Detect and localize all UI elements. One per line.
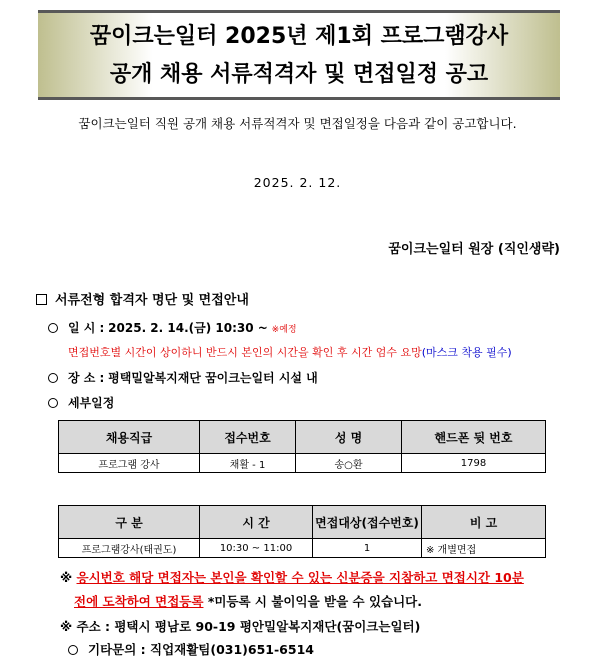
note-1-line-2 bbox=[74, 592, 422, 610]
table-header: 면접대상(접수번호) bbox=[313, 506, 422, 539]
datetime-row bbox=[48, 319, 297, 336]
table-cell: 프로그램 강사 bbox=[59, 454, 200, 473]
section-title-text: 서류전형 합격자 명단 및 면접안내 bbox=[55, 293, 249, 308]
datetime-note: ※예정 bbox=[271, 325, 297, 335]
contact-text: 기타문의 : 직업재활팀(031)651-6514 bbox=[88, 642, 314, 657]
table-header-row bbox=[59, 421, 546, 454]
title-line-1: 꿈이크는일터 2025년 제1회 프로그램강사 bbox=[89, 24, 509, 49]
table-cell: 채활 - 1 bbox=[200, 454, 296, 473]
mask-notice: (마스크 착용 필수) bbox=[421, 346, 512, 359]
title-line-2: 공개 채용 서류적격자 및 면접일정 공고 bbox=[109, 62, 489, 87]
table-header: 접수번호 bbox=[200, 421, 296, 454]
place-label: 장 소 : bbox=[68, 371, 105, 385]
circle-bullet-icon bbox=[48, 323, 58, 333]
table-header: 핸드폰 뒷 번호 bbox=[402, 421, 546, 454]
table-header: 비 고 bbox=[422, 506, 546, 539]
contact-note bbox=[68, 640, 314, 658]
table-cell: 송○환 bbox=[296, 454, 402, 473]
circle-bullet-icon bbox=[48, 398, 58, 408]
table-cell: ※ 개별면접 bbox=[422, 539, 546, 558]
address-note: ※ 주소 : 평택시 평남로 90-19 평안밀알복지재단(꿈이크는일터) bbox=[60, 619, 421, 634]
circle-bullet-icon bbox=[48, 373, 58, 383]
note-1-tail: *미등록 시 불이익을 받을 수 있습니다. bbox=[203, 594, 422, 609]
signer: 꿈이크는일터 원장 (직인생략) bbox=[388, 242, 560, 257]
circle-bullet-icon bbox=[68, 645, 78, 655]
note-1-red-text-2: 전에 도착하여 면접등록 bbox=[74, 594, 204, 609]
table-cell: 1 bbox=[313, 539, 422, 558]
time-notice: 면접번호별 시간이 상이하니 반드시 본인의 시간을 확인 후 시간 엄수 요망 bbox=[68, 346, 422, 359]
announcement-date: 2025. 2. 12. bbox=[253, 175, 342, 190]
table-cell: 1798 bbox=[402, 454, 546, 473]
table-header: 시 간 bbox=[200, 506, 313, 539]
schedule-label: 세부일정 bbox=[68, 396, 115, 410]
table-row bbox=[59, 539, 546, 558]
table-header: 구 분 bbox=[59, 506, 200, 539]
table-header: 성 명 bbox=[296, 421, 402, 454]
note-1-red-text: 응시번호 해당 면접자는 본인을 확인할 수 있는 신분증을 지참하고 면접시간 10분 bbox=[76, 570, 524, 585]
table-cell: 프로그램강사(태권도) bbox=[59, 539, 200, 558]
table-header: 채용직급 bbox=[59, 421, 200, 454]
interview-schedule-table bbox=[58, 505, 546, 558]
table-cell: 10:30 ~ 11:00 bbox=[200, 539, 313, 558]
notice-row bbox=[68, 344, 512, 360]
applicant-table bbox=[58, 420, 546, 473]
note-mark: ※ bbox=[60, 570, 73, 585]
title-banner bbox=[38, 10, 560, 100]
intro-text: 꿈이크는일터 직원 공개 채용 서류적격자 및 면접일정을 다음과 같이 공고합니다. bbox=[78, 116, 517, 131]
section-title bbox=[36, 289, 249, 308]
table-row bbox=[59, 454, 546, 473]
place-row bbox=[48, 369, 318, 386]
table-header-row bbox=[59, 506, 546, 539]
note-1-line-1 bbox=[60, 568, 524, 586]
schedule-row bbox=[48, 394, 114, 411]
square-bullet-icon bbox=[36, 294, 47, 305]
datetime-label: 일 시 : bbox=[68, 321, 105, 335]
place-value: 평택밀알복지재단 꿈이크는일터 시설 내 bbox=[108, 371, 318, 385]
datetime-value: 2025. 2. 14.(금) 10:30 ~ bbox=[108, 321, 268, 335]
